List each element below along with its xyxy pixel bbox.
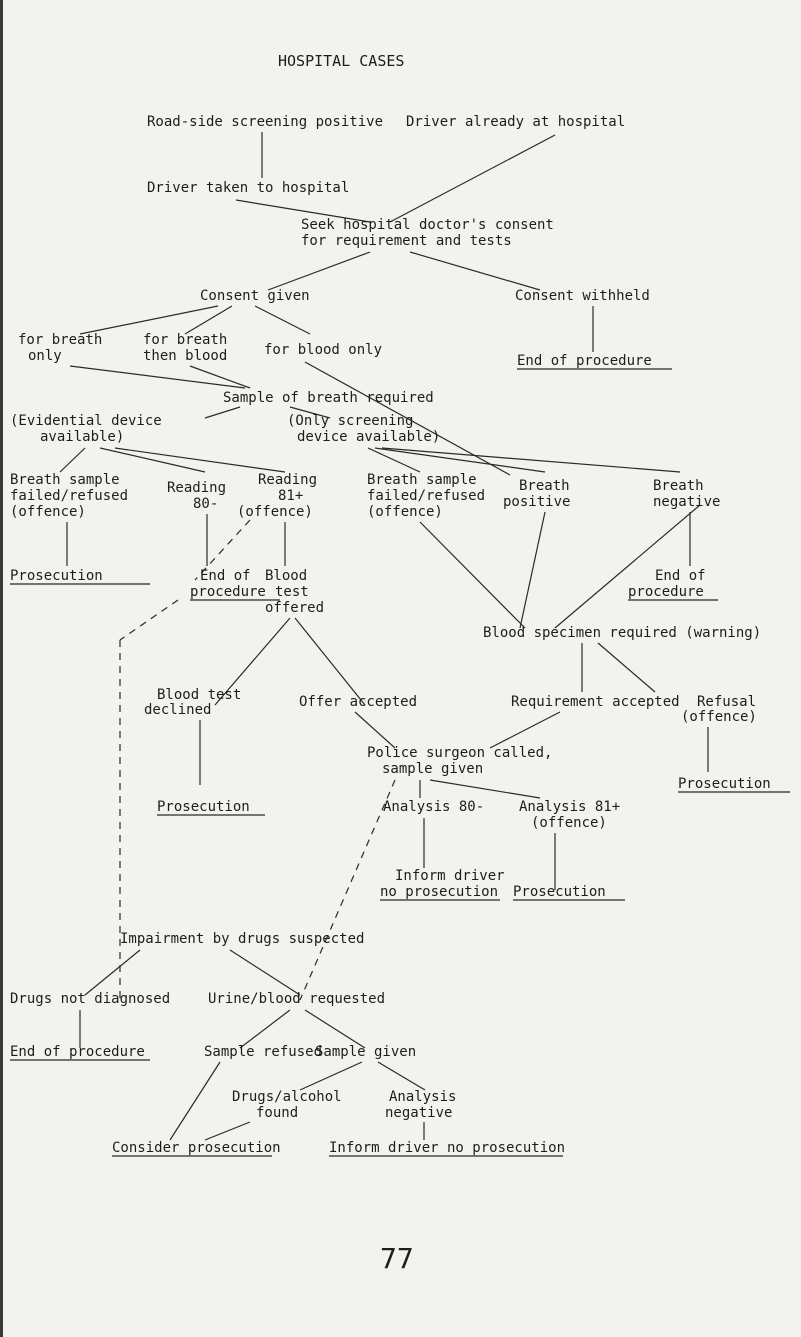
edge bbox=[268, 252, 370, 290]
node-breath-failed-3: (offence) bbox=[10, 504, 86, 520]
node-sample-breath-required: Sample of breath required bbox=[223, 390, 434, 406]
edge bbox=[305, 1010, 365, 1048]
node-breath-negative-2: negative bbox=[653, 494, 721, 510]
edge bbox=[555, 505, 700, 628]
node-seek-consent: Seek hospital doctor's consent bbox=[301, 217, 554, 233]
node-breath-failed-b-3: (offence) bbox=[367, 504, 443, 520]
node-breath-then-blood-2: then blood bbox=[143, 348, 228, 364]
node-screening-2: device available) bbox=[297, 429, 441, 445]
page-number: 77 bbox=[380, 1242, 414, 1275]
edge bbox=[490, 712, 560, 748]
node-consent-given: Consent given bbox=[200, 288, 310, 304]
node-refusal: Refusal bbox=[697, 694, 757, 710]
node-blood-test-offered-3: offered bbox=[265, 600, 325, 616]
node-evidential-2: available) bbox=[40, 429, 125, 445]
node-breath-positive-2: positive bbox=[503, 494, 571, 510]
node-breath-failed: Breath sample bbox=[10, 472, 120, 488]
page-title: HOSPITAL CASES bbox=[278, 52, 405, 70]
node-breath-then-blood: for breath bbox=[143, 332, 228, 348]
node-urine-blood-requested: Urine/blood requested bbox=[208, 991, 386, 1007]
node-reading-81: Reading bbox=[258, 472, 318, 488]
edge bbox=[300, 1062, 362, 1090]
edge bbox=[295, 618, 365, 705]
node-police-surgeon: Police surgeon called, bbox=[367, 745, 553, 761]
edge bbox=[230, 950, 300, 995]
node-blood-only: for blood only bbox=[264, 342, 383, 358]
node-prosecution-b: Prosecution bbox=[157, 799, 250, 815]
node-roadside: Road-side screening positive bbox=[147, 114, 384, 130]
node-screening: (Only screening bbox=[287, 413, 414, 429]
node-police-surgeon-2: sample given bbox=[382, 761, 484, 777]
edge bbox=[85, 950, 140, 995]
node-end-80-2: procedure bbox=[190, 584, 266, 600]
edge bbox=[378, 1062, 425, 1090]
node-analysis-80: Analysis 80- bbox=[383, 799, 485, 815]
node-end-negative-2: procedure bbox=[628, 584, 704, 600]
node-driver-taken: Driver taken to hospital bbox=[147, 180, 350, 196]
edge bbox=[420, 522, 525, 628]
node-end-withheld: End of procedure bbox=[517, 353, 652, 369]
edge bbox=[205, 407, 240, 418]
edge bbox=[185, 306, 232, 334]
node-analysis-negative: Analysis bbox=[389, 1089, 457, 1105]
node-reading-81-2: 81+ bbox=[278, 488, 304, 504]
node-inform-no-prosecution: Inform driver no prosecution bbox=[329, 1140, 566, 1156]
node-reading-80: Reading bbox=[167, 480, 227, 496]
node-analysis-negative-2: negative bbox=[385, 1105, 453, 1121]
node-evidential: (Evidential device bbox=[10, 413, 162, 429]
edge bbox=[355, 712, 395, 748]
node-breath-failed-b: Breath sample bbox=[367, 472, 477, 488]
node-offer-accepted: Offer accepted bbox=[299, 694, 418, 710]
edge bbox=[390, 135, 555, 222]
node-end-negative: End of bbox=[655, 568, 706, 584]
node-breath-only-2: only bbox=[28, 348, 62, 364]
node-end-80: End of bbox=[200, 568, 251, 584]
node-requirement-accepted: Requirement accepted bbox=[511, 694, 680, 710]
node-end-drugs: End of procedure bbox=[10, 1044, 145, 1060]
edge bbox=[170, 1062, 220, 1140]
edge bbox=[598, 643, 655, 692]
node-breath-failed-2: failed/refused bbox=[10, 488, 129, 504]
node-drugs-found: Drugs/alcohol bbox=[232, 1089, 342, 1105]
node-already-at-hospital: Driver already at hospital bbox=[406, 114, 626, 130]
node-inform-driver: Inform driver bbox=[395, 868, 505, 884]
node-breath-failed-b-2: failed/refused bbox=[367, 488, 486, 504]
edge bbox=[205, 1122, 250, 1140]
edge bbox=[80, 306, 218, 334]
node-drugs-not-diagnosed: Drugs not diagnosed bbox=[10, 991, 171, 1007]
dashed-edge bbox=[120, 600, 178, 640]
node-prosecution-d: Prosecution bbox=[513, 884, 606, 900]
node-blood-declined-2: declined bbox=[144, 702, 212, 718]
edge bbox=[368, 448, 420, 472]
edge bbox=[115, 448, 285, 472]
node-blood-declined: Blood test bbox=[157, 687, 242, 703]
node-blood-test-offered-2: test bbox=[275, 584, 309, 600]
node-breath-negative: Breath bbox=[653, 478, 704, 494]
node-sample-given: Sample given bbox=[315, 1044, 417, 1060]
node-impairment-drugs: Impairment by drugs suspected bbox=[120, 931, 365, 947]
edge bbox=[240, 1010, 290, 1048]
edge bbox=[255, 306, 310, 334]
node-analysis-81-2: (offence) bbox=[531, 815, 607, 831]
node-prosecution-c: Prosecution bbox=[678, 776, 771, 792]
edge bbox=[100, 448, 205, 472]
edge bbox=[375, 448, 545, 472]
node-analysis-81: Analysis 81+ bbox=[519, 799, 621, 815]
edge bbox=[60, 448, 85, 472]
edge bbox=[430, 780, 540, 798]
node-prosecution-a: Prosecution bbox=[10, 568, 103, 584]
node-consider-prosecution: Consider prosecution bbox=[112, 1140, 281, 1156]
node-blood-test-offered: Blood bbox=[265, 568, 308, 584]
node-breath-positive: Breath bbox=[519, 478, 570, 494]
node-breath-only: for breath bbox=[18, 332, 103, 348]
node-reading-80-2: 80- bbox=[193, 496, 219, 512]
node-sample-refused: Sample refused bbox=[204, 1044, 323, 1060]
node-drugs-found-2: found bbox=[256, 1105, 299, 1121]
node-inform-driver-2: no prosecution bbox=[380, 884, 499, 900]
node-blood-specimen: Blood specimen required (warning) bbox=[483, 625, 762, 641]
node-consent-withheld: Consent withheld bbox=[515, 288, 650, 304]
node-refusal-2: (offence) bbox=[681, 709, 757, 725]
edge bbox=[520, 512, 545, 628]
edge bbox=[382, 448, 680, 472]
edge bbox=[410, 252, 540, 290]
node-seek-consent-2: for requirement and tests bbox=[301, 233, 512, 249]
node-reading-81-3: (offence) bbox=[237, 504, 313, 520]
